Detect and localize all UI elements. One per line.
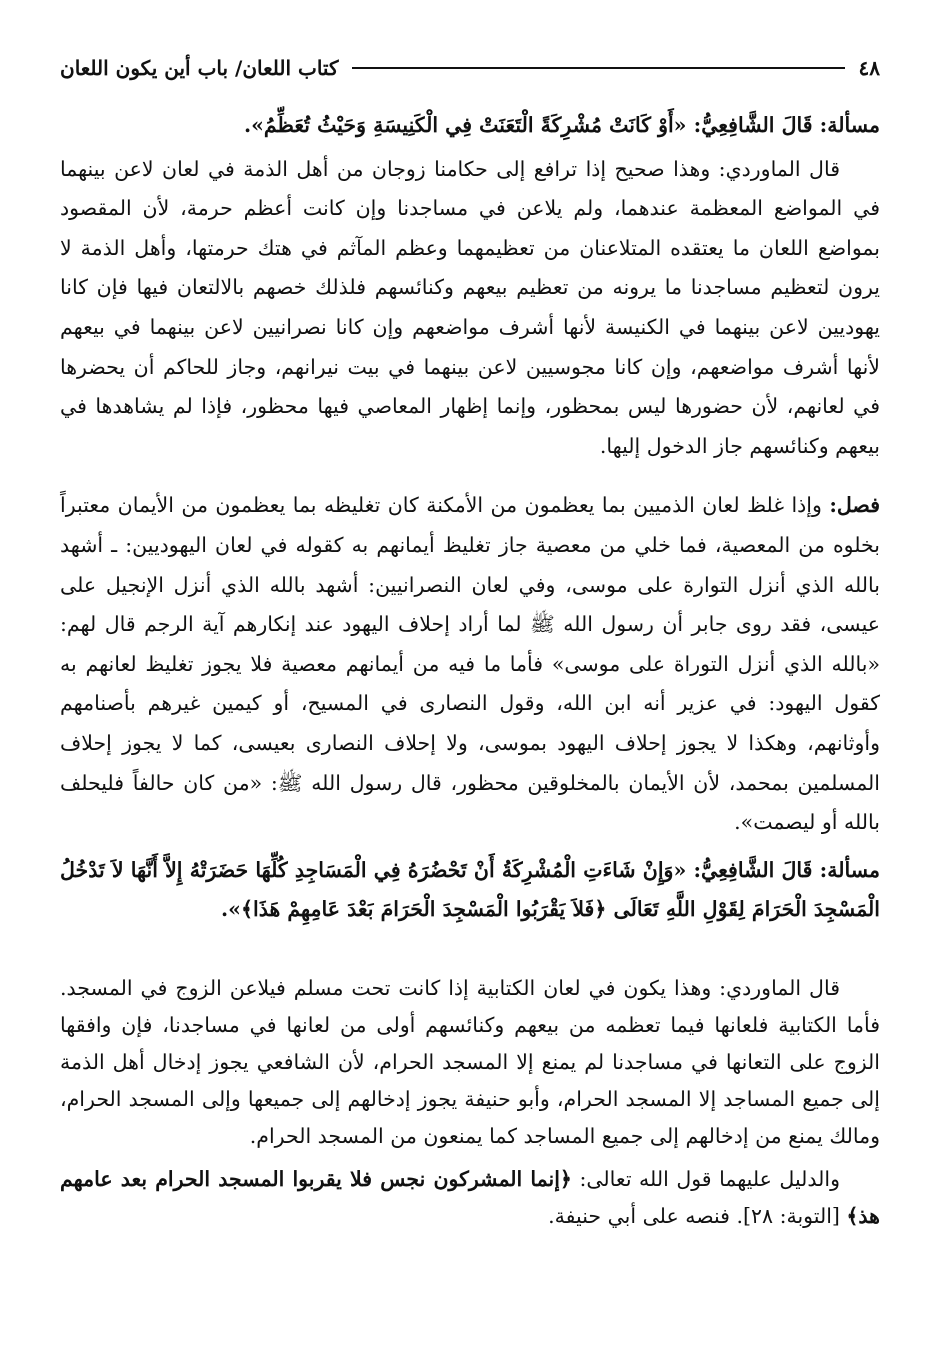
quran-verse: ﴿إنما المشركون نجس فلا يقربوا المسجد الحرام بعد عامهم هذ﴾: [60, 1166, 880, 1228]
running-header: [60, 50, 880, 86]
paragraph-masala-1: [60, 106, 880, 146]
paragraph-mawardi-2: قال الماوردي: وهذا يكون في لعان الكتابية إذا كانت تحت مسلم فيلاعن الزوج في المسجد. فأما الكتابية فلعانها فيما تعظمه من بيعهم وكنائسهم أولى من لعانها في مساجدنا، فإن وافقها الزوج على التعانها في مساجدنا لم يمنع إلا المسجد الحرام، لأن الشافعي يجوز إدخال أهل الذمة إلى جميع المساجد إلا المسجد الحرام، وأبو حنيفة يجوز إدخالهم إلى جميعها وإلى المسجد الحرام، ومالك يمنع من إدخالهم إلى جميع المساجد كما يمنعون من المسجد الحرام.: [60, 975, 880, 1148]
masala-heading-2: مسألة: قَالَ الشَّافِعِيُّ:: [693, 857, 880, 882]
page-number: ٤٨: [858, 56, 880, 80]
paragraph-mawardi-1: قال الماوردي: وهذا صحيح إذا ترافع إلى حكامنا زوجان من أهل الذمة في لعان لاعن بينهما في المواضع المعظمة عندهما، ولم يلاعن في مساجدنا وإن كانت أعظم حرمة، لأن المقصود بمواضع اللعان ما يعتقده المتلاعنان من تعظيمهما وعظم المآثم في هتك حرمتها، وأهل الذمة لا يرون لتعظيم مساجدنا ما يرونه من تعظيم بيعهم وكنائسهم فلذلك خصهم بالالتعان فيها فإن كانا يهوديين لاعن بينهما في الكنيسة لأنها أشرف مواضعهم وإن كانا نصرانيين لاعن بينهما في بيعهم لأنها أشرف مواضعهم، وإن كانا مجوسيين لاعن بينهما في بيت نيرانهم، وجاز للحاكم أن يحضرها في لعانهم، لأن حضورها ليس بمحظور، وإنما إظهار المعاصي فيها محظور، فإذا لم يشاهدها في بيعهم وكنائسهم جاز الدخول إليها.: [60, 156, 880, 458]
evidence-citation: [التوبة: ٢٨]. فنصه على أبي حنيفة.: [548, 1203, 847, 1228]
document-page: [60, 50, 880, 1235]
shafii-quote-2: «وَإِنْ شَاءَتِ الْمُشْرِكَةُ أَنْ تَحْضُرَهُ فِي الْمَسَاجِدِ كُلِّهَا حَضَرَتْهُ إِلاَّ أَنَّهَا لاَ تَدْخُلُ الْمَسْجِدَ الْحَرَامَ لِقَوْلِ اللَّهِ تَعَالَى ﴿فَلاَ يَقْرَبُوا الْمَسْجِدَ الْحَرَامَ بَعْدَ عَامِهِمْ هَذَا﴾».: [60, 857, 880, 922]
paragraph-fasl: [60, 486, 880, 842]
evidence-intro: والدليل عليهما قول الله تعالى:: [571, 1166, 840, 1191]
fasl-text: وإذا غلظ لعان الذميين بما يعظمون من الأمكنة كان تغليظه بما يعظمون من الأيمان معتبراً بخلوه من المعصية، فما خلي من معصية جاز تغليظ أيمانهم به كقوله في لعان اليهوديين: ـ أشهد بالله الذي أنزل التوارة على موسى، وفي لعان النصرانيين: أشهد بالله الذي أنزل الإنجيل على عيسى، فقد روى جابر أن رسول الله ﷺ لما أراد إحلاف اليهود عند إنكارهم آية الرجم قال لهم: «بالله الذي أنزل التوراة على موسى» فأما ما فيه من أيمانهم معصية فلا يجوز تغليظ لعانهم به كقول اليهود: في عزير أنه ابن الله، وقول النصارى في المسيح، أو كيمين غيرهم بأصنامهم وأوثانهم، وهكذا لا يجوز إحلاف اليهود بموسى، ولا إحلاف النصارى بعيسى، كما لا يجوز إحلاف المسلمين بمحمد، لأن الأيمان بالمخلوقين محظور، قال رسول الله ﷺ: «من كان حالفاً فليحلف بالله أو ليصمت».: [60, 493, 880, 835]
header-rule: [352, 67, 844, 69]
shafii-quote-1: «أَوْ كَانَتْ مُشْرِكَةً الْتَعَنَتْ فِي الْكَنِيسَةِ وَحَيْثُ تُعَظِّمُ».: [243, 113, 694, 137]
paragraph-evidence: [60, 1161, 880, 1235]
masala-heading-1: مسألة: قَالَ الشَّافِعِيُّ:: [693, 113, 880, 137]
fasl-heading: فصل:: [829, 493, 880, 518]
running-title: كتاب اللعان/ باب أين يكون اللعان: [60, 56, 339, 80]
paragraph-masala-2: [60, 851, 880, 930]
